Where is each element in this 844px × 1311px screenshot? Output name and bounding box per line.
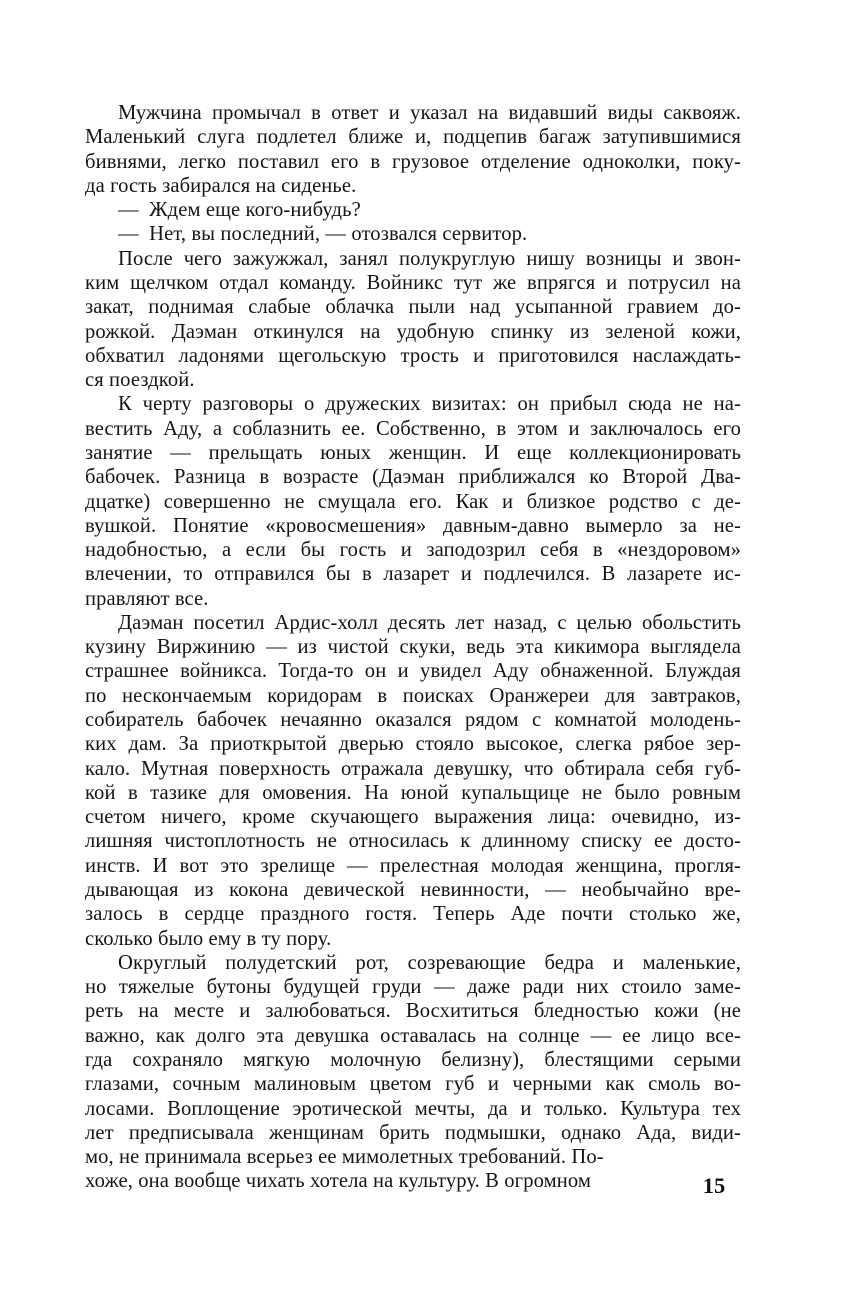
text-line: ким щелчком отдал команду. Войникс тут же впрягся и потрусил на [85, 271, 741, 294]
text-line: бабочек. Разница в возрасте (Даэман приближался ко Второй Два- [85, 466, 741, 489]
text-line: лосами. Воплощение эротической мечты, да и только. Культура тех [85, 1097, 741, 1120]
text-line: бивнями, легко поставил его в грузовое отделение одноколки, поку- [85, 150, 741, 173]
text-line: вестить Аду, а соблазнить ее. Собственно, в этом и заключалось его [85, 417, 741, 440]
text-line: собиратель бабочек нечаянно оказался рядом с комнатой молодень- [85, 709, 741, 732]
page-number: 15 [702, 1173, 726, 1198]
text-line: Мужчина промычал в ответ и указал на видавший виды саквояж. [118, 102, 741, 124]
text-line: хоже, она вообще чихать хотела на культуру. В огромном [85, 1170, 591, 1193]
text-line: глазами, сочным малиновым цветом губ и черными как смоль во- [85, 1073, 741, 1096]
text-line: вушкой. Понятие «кровосмешения» давным-давно вымерло за не- [85, 514, 741, 537]
text-line: важно, как долго эта девушка оставалась на солнце — ее лицо все- [85, 1024, 741, 1047]
text-line: Маленький слуга подлетел ближе и, подцепив багаж затупившимися [85, 126, 741, 149]
text-line: К черту разговоры о дружеских визитах: он прибыл сюда не на- [118, 393, 741, 416]
text-line: Даэман посетил Ардис-холл десять лет назад, с целью обольстить [118, 611, 741, 634]
text-line: — Ждем еще кого-нибудь? [118, 199, 361, 222]
text-line: лишняя чистоплотность не относилась к длинному списку ее досто- [85, 830, 741, 853]
text-line: счетом ничего, кроме скучающего выражения лица: очевидно, из- [85, 806, 741, 829]
text-line: сколько было ему в ту пору. [85, 927, 332, 950]
text-line: мо, не принимала всерьез ее мимолетных требований. По- [85, 1146, 604, 1169]
page-text [85, 101, 741, 1194]
text-line: кой в тазике для омовения. На юной купальщице не было ровным [85, 781, 741, 804]
text-line: — Нет, вы последний, — отозвался сервитор. [118, 223, 528, 246]
text-line: кало. Мутная поверхность отражала девушку, что обтирала себя губ- [85, 757, 741, 780]
text-line: влечении, то отправился бы в лазарет и подлечился. В лазарете ис- [85, 563, 741, 586]
text-line: надобностью, а если бы гость и заподозрил себя в «нездоровом» [85, 539, 741, 562]
text-line: да гость забирался на сиденье. [85, 174, 357, 197]
text-line: залось в сердце праздного гостя. Теперь Аде почти столько же, [85, 903, 741, 926]
text-line: ких дам. За приоткрытой дверью стояло высокое, слегка рябое зер- [85, 733, 741, 756]
text-line: по нескончаемым коридорам в поисках Оранжереи для завтраков, [85, 684, 741, 707]
text-line: но тяжелые бутоны будущей груди — даже ради них стоило заме- [85, 976, 741, 999]
text-line: закат, поднимая слабые облачка пыли над усыпанной гравием до- [85, 296, 741, 319]
text-line: обхватил ладонями щегольскую трость и приготовился наслаждать- [85, 344, 741, 367]
text-line: рожкой. Даэман откинулся на удобную спинку из зеленой кожи, [85, 320, 741, 343]
text-line: кузину Виржинию — из чистой скуки, ведь эта кикимора выглядела [85, 636, 741, 659]
text-line: инств. И вот это зрелище — прелестная молодая женщина, прогля- [85, 854, 741, 877]
text-line: реть на месте и залюбоваться. Восхититься бледностью кожи (не [85, 1000, 741, 1023]
text-line: лет предписывала женщинам брить подмышки, однако Ада, види- [85, 1121, 741, 1144]
text-line: ся поездкой. [85, 369, 195, 392]
text-line: дывающая из кокона девической невинности, — необычайно вре- [85, 879, 741, 901]
text-line: страшнее войникса. Тогда-то он и увидел Аду обнаженной. Блуждая [85, 660, 741, 683]
text-line: Округлый полудетский рот, созревающие бедра и маленькие, [118, 951, 741, 974]
text-line: правляют все. [85, 587, 209, 610]
text-line: занятие — прельщать юных женщин. И еще коллекционировать [85, 441, 741, 464]
text-line: гда сохраняло мягкую молочную белизну), блестящими серыми [85, 1048, 741, 1071]
text-line: дцатке) совершенно не смущала его. Как и близкое родство с де- [85, 490, 741, 513]
text-line: После чего зажужжал, занял полукруглую нишу возницы и звон- [118, 247, 741, 270]
